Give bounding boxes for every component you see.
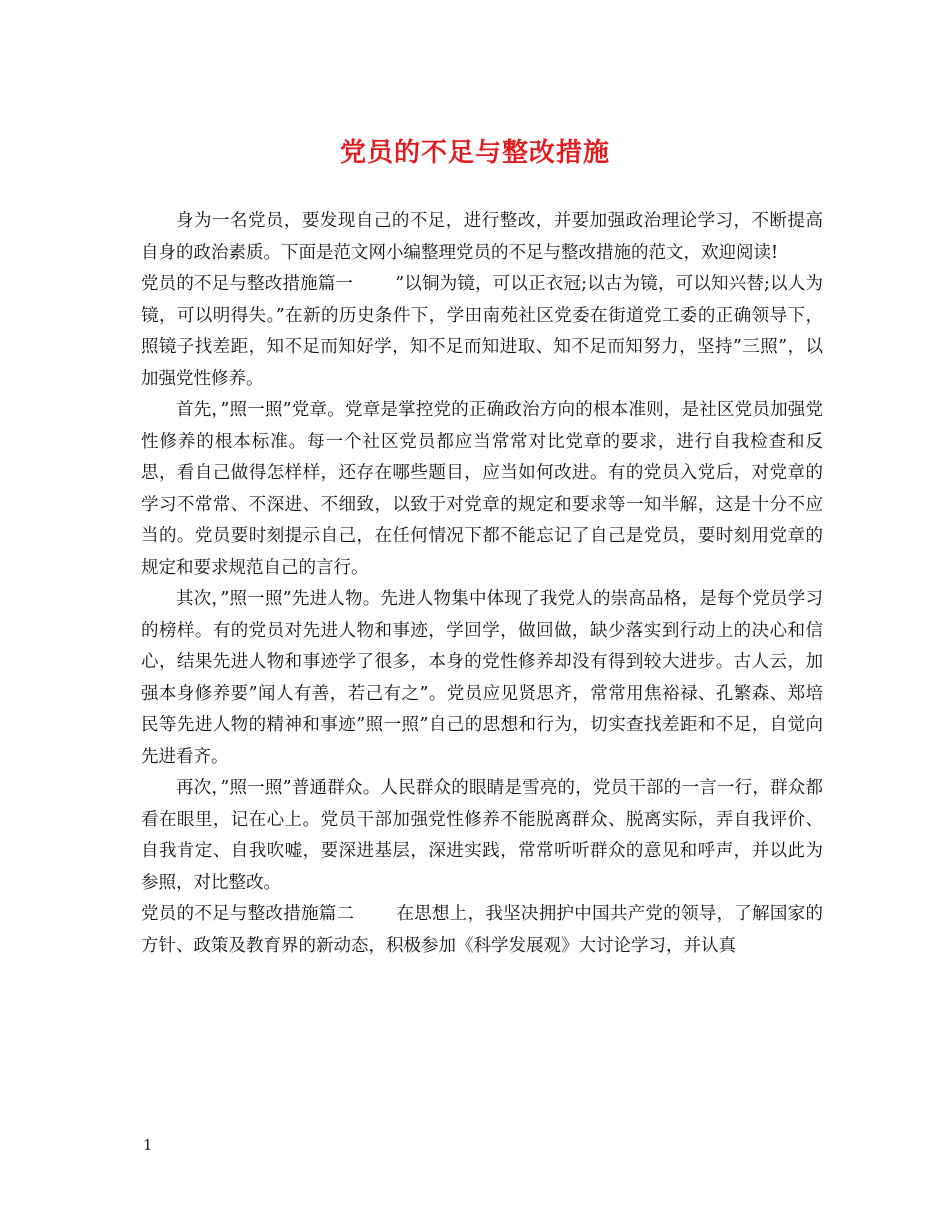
- paragraph-text: 其次，”照一照”先进人物。先进人物集中体现了我党人的崇高品格，是每个党员学习的榜样。有的党员对先进人物和事迹，学回学，做回做，缺少落实到行动上的决心和信心，结果先进人物和事迹学了很多，本身的党性修养却没有得到较大进步。古人云，加强本身修养要”闻人有善，若己有之”。党员应见贤思齐，常常用焦裕禄、孔繁森、郑培民等先进人物的精神和事迹”照一照”自己的思想和行为，切实查找差距和不足，自觉向先进看齐。: [141, 589, 823, 767]
- document-body: [141, 206, 823, 962]
- paragraph-text: ”以铜为镜，可以正衣冠;以古为镜，可以知兴替;以人为镜，可以明得失。”在新的历史条件下，学田南苑社区党委在街道党工委的正确领导下，照镜子找差距，知不足而知好学，知不足而知进取、知不足而知努力，坚持”三照”，以加强党性修养。: [141, 274, 824, 389]
- paragraph-first: [141, 395, 823, 584]
- paragraph-third: [141, 773, 823, 899]
- section-heading: 党员的不足与整改措施篇二: [141, 904, 355, 924]
- paragraph-text: 再次，”照一照”普通群众。人民群众的眼睛是雪亮的，党员干部的一言一行，群众都看在眼里，记在心上。党员干部加强党性修养不能脱离群众、脱离实际，弄自我评价、自我肯定、自我吹嘘，要深进基层，深进实践，常常听听群众的意见和呼声，并以此为参照，对比整改。: [141, 778, 823, 893]
- page-number: 1: [143, 1136, 153, 1154]
- document-title: 党员的不足与整改措施: [339, 138, 610, 168]
- paragraph-intro: [141, 206, 823, 269]
- paragraph-section-two: [141, 899, 823, 962]
- paragraph-section-one: [141, 269, 823, 395]
- section-heading: 党员的不足与整改措施篇一: [141, 274, 354, 294]
- paragraph-text: 在思想上，我坚决拥护中国共产党的领导，了解国家的方针、政策及教育界的新动态，积极参加《科学发展观》大讨论学习，并认真: [141, 904, 824, 956]
- paragraph-second: [141, 584, 823, 773]
- paragraph-text: 首先，”照一照”党章。党章是掌控党的正确政治方向的根本准则，是社区党员加强党性修养的根本标准。每一个社区党员都应当常常对比党章的要求，进行自我检查和反思，看自己做得怎样样，还存在哪些题目，应当如何改进。有的党员入党后，对党章的学习不常常、不深进、不细致，以致于对党章的规定和要求等一知半解，这是十分不应当的。党员要时刻提示自己，在任何情况下都不能忘记了自己是党员，要时刻用党章的规定和要求规范自己的言行。: [141, 400, 823, 578]
- paragraph-text: 身为一名党员，要发现自己的不足，进行整改，并要加强政治理论学习，不断提高自身的政治素质。下面是范文网小编整理党员的不足与整改措施的范文，欢迎阅读!: [141, 211, 823, 263]
